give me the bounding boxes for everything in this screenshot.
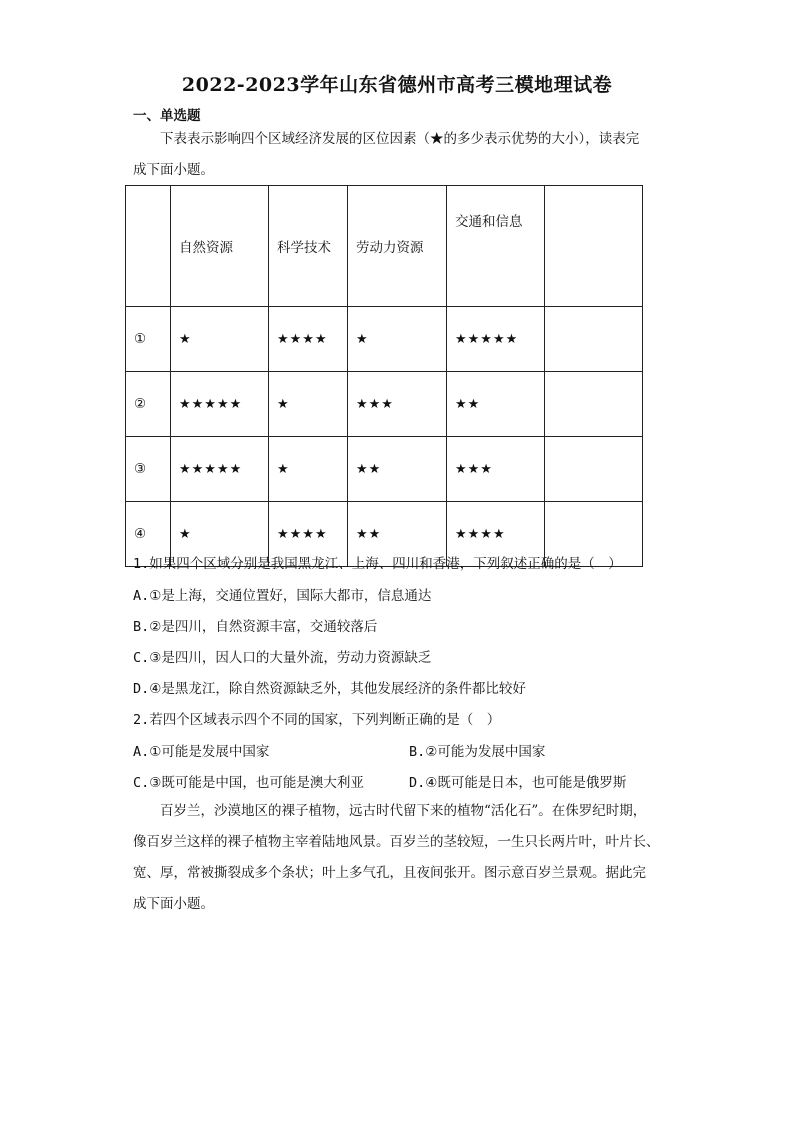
question-text: 如果四个区域分别是我国黑龙江、上海、四川和香港，下列叙述正确的是（ ）	[149, 556, 622, 572]
option-text: ③是四川，因人口的大量外流，劳动力资源缺乏	[149, 650, 432, 666]
rating-cell: ★★★★★	[171, 372, 269, 437]
option-label: B.	[409, 744, 426, 760]
intro-line-2: 成下面小题。	[133, 162, 214, 178]
passage-paragraph	[133, 796, 663, 920]
row-id: ①	[126, 307, 171, 372]
rating-cell: ★★★	[348, 372, 447, 437]
table-row	[126, 437, 643, 502]
passage-line-4: 成下面小题。	[133, 896, 214, 912]
empty-cell	[545, 437, 643, 502]
header-cell-extra	[545, 186, 643, 307]
option-label: A.	[133, 588, 150, 604]
header-transport-info: 交通和信息	[447, 186, 545, 307]
rating-cell: ★★★★	[269, 307, 348, 372]
empty-cell	[545, 372, 643, 437]
option-text: ③既可能是中国，也可能是澳大利亚	[149, 775, 364, 791]
header-cell-blank	[126, 186, 171, 307]
rating-cell: ★★★★★	[447, 307, 545, 372]
rating-cell: ★★★★	[447, 502, 545, 567]
rating-cell: ★★	[348, 502, 447, 567]
question-2-option-c	[133, 771, 364, 791]
option-text: ①是上海，交通位置好，国际大都市，信息通达	[149, 588, 432, 604]
option-text: ①可能是发展中国家	[149, 744, 270, 760]
question-1-option-b	[133, 615, 377, 635]
question-2-option-d	[409, 771, 626, 791]
row-id: ③	[126, 437, 171, 502]
question-text: 若四个区域表示四个不同的国家，下列判断正确的是（ ）	[149, 712, 501, 728]
option-text: ④是黑龙江，除自然资源缺乏外，其他发展经济的条件都比较好	[149, 681, 526, 697]
rating-cell: ★	[171, 307, 269, 372]
table-header-row	[126, 186, 643, 307]
rating-cell: ★★★	[447, 437, 545, 502]
row-id: ④	[126, 502, 171, 567]
table-row	[126, 307, 643, 372]
option-label: C.	[133, 650, 150, 666]
section-heading: 一、单选题	[133, 108, 201, 124]
rating-cell: ★	[348, 307, 447, 372]
question-2-stem	[133, 708, 500, 728]
intro-line-1: 下表表示影响四个区域经济发展的区位因素（★的多少表示优势的大小），读表完	[160, 131, 640, 147]
rating-cell: ★★	[348, 437, 447, 502]
header-technology: 科学技术	[269, 186, 348, 307]
question-number: 2.	[133, 712, 150, 728]
table-row	[126, 372, 643, 437]
option-label: C.	[133, 775, 150, 791]
option-label: D.	[409, 775, 426, 791]
question-1-option-d	[133, 677, 526, 697]
option-text: ②可能为发展中国家	[425, 744, 546, 760]
rating-cell: ★	[269, 437, 348, 502]
question-1-option-c	[133, 646, 431, 666]
rating-cell: ★	[269, 372, 348, 437]
rating-cell: ★★★★	[269, 502, 348, 567]
row-id: ②	[126, 372, 171, 437]
option-label: A.	[133, 744, 150, 760]
question-1-stem	[133, 552, 622, 572]
question-1-option-a	[133, 584, 431, 604]
rating-cell: ★★	[447, 372, 545, 437]
empty-cell	[545, 307, 643, 372]
passage-line-1: 百岁兰，沙漠地区的裸子植物，远古时代留下来的植物“活化石”。在侏罗纪时期，	[160, 803, 647, 819]
question-2-option-a	[133, 740, 269, 760]
intro-paragraph	[133, 124, 663, 186]
header-natural-resources: 自然资源	[171, 186, 269, 307]
location-factor-table	[125, 185, 643, 567]
rating-cell: ★★★★★	[171, 437, 269, 502]
option-text: ④既可能是日本，也可能是俄罗斯	[425, 775, 627, 791]
passage-line-3: 宽、厚，常被撕裂成多个条状；叶上多气孔，且夜间张开。图示意百岁兰景观。据此完	[133, 865, 646, 881]
option-label: B.	[133, 619, 150, 635]
question-number: 1.	[133, 556, 150, 572]
passage-line-2: 像百岁兰这样的裸子植物主宰着陆地风景。百岁兰的茎较短，一生只长两片叶，叶片长、	[133, 834, 660, 850]
rating-cell: ★	[171, 502, 269, 567]
header-labor: 劳动力资源	[348, 186, 447, 307]
option-text: ②是四川，自然资源丰富，交通较落后	[149, 619, 378, 635]
option-label: D.	[133, 681, 150, 697]
question-2-option-b	[409, 740, 545, 760]
page-title: 2022-2023学年山东省德州市高考三模地理试卷	[181, 74, 613, 96]
